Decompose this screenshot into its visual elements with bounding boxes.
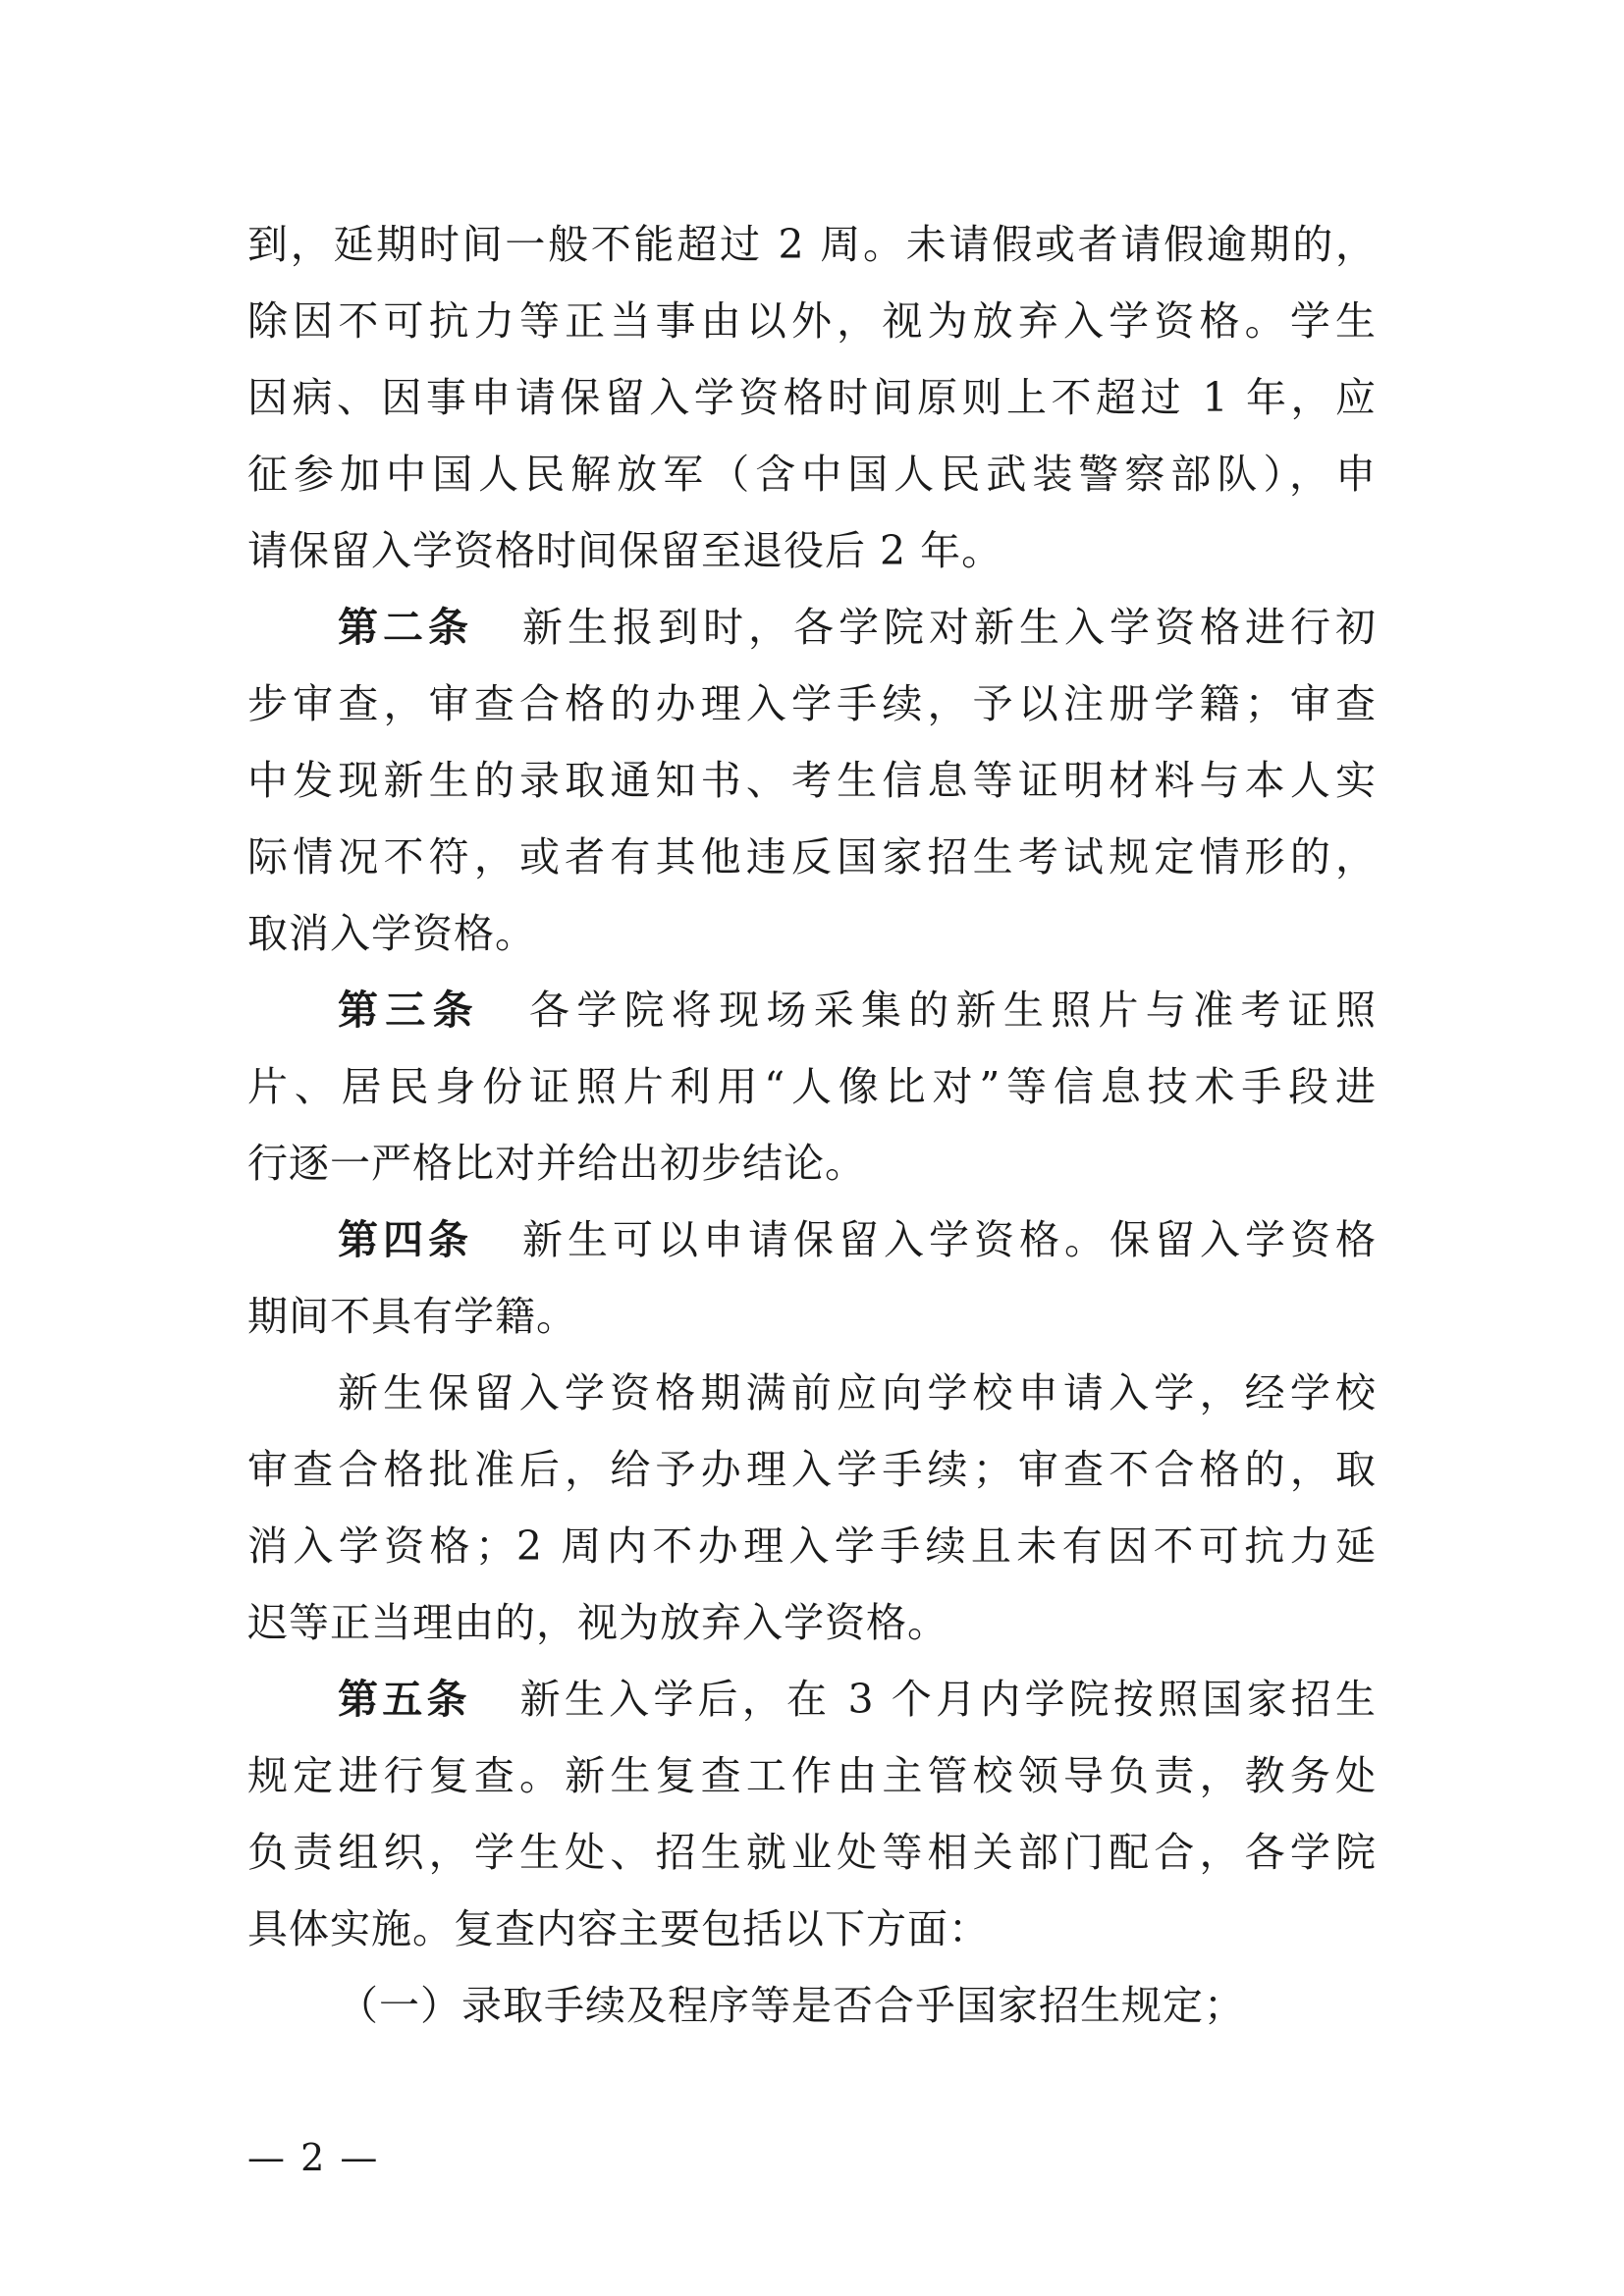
body-line: 消入学资格；2 周内不办理入学手续且未有因不可抗力延 bbox=[247, 1522, 1377, 1570]
article-heading: 第四条 bbox=[338, 1216, 473, 1263]
body-line: 到，延期时间一般不能超过 2 周。未请假或者请假逾期的， bbox=[247, 221, 1377, 268]
list-item-line: （一）录取手续及程序等是否合乎国家招生规定； bbox=[338, 1982, 1245, 2029]
article-heading: 第二条 bbox=[338, 604, 473, 651]
page-number: — 2 — bbox=[247, 2136, 380, 2179]
body-line: 际情况不符，或者有其他违反国家招生考试规定情形的， bbox=[247, 833, 1377, 881]
document-body bbox=[247, 206, 1377, 2044]
article-line: 第二条 新生报到时，各学院对新生入学资格进行初 bbox=[338, 604, 1377, 651]
article-line: 第三条 各学院将现场采集的新生照片与准考证照 bbox=[338, 987, 1378, 1034]
body-line: 步审查，审查合格的办理入学手续，予以注册学籍；审查 bbox=[247, 680, 1377, 727]
body-line: 行逐一严格比对并给出初步结论。 bbox=[247, 1140, 866, 1187]
article-heading: 第三条 bbox=[338, 987, 480, 1034]
body-line: 新生保留入学资格期满前应向学校申请入学，经学校 bbox=[338, 1369, 1377, 1416]
body-line: 请保留入学资格时间保留至退役后 2 年。 bbox=[247, 527, 1003, 574]
body-line: 因病、因事申请保留入学资格时间原则上不超过 1 年，应 bbox=[247, 374, 1377, 421]
body-line: 除因不可抗力等正当事由以外，视为放弃入学资格。学生 bbox=[247, 297, 1377, 345]
article-line: 第四条 新生可以申请保留入学资格。保留入学资格 bbox=[338, 1216, 1377, 1263]
article-line: 第五条 新生入学后，在 3 个月内学院按照国家招生 bbox=[338, 1676, 1378, 1723]
body-line: 审查合格批准后，给予办理入学手续；审查不合格的，取 bbox=[247, 1446, 1377, 1493]
body-line: 迟等正当理由的，视为放弃入学资格。 bbox=[247, 1599, 948, 1646]
body-line: 期间不具有学籍。 bbox=[247, 1293, 577, 1340]
body-line: 负责组织，学生处、招生就业处等相关部门配合，各学院 bbox=[247, 1829, 1377, 1876]
body-line: 征参加中国人民解放军（含中国人民武装警察部队），申 bbox=[247, 451, 1377, 498]
body-line: 具体实施。复查内容主要包括以下方面： bbox=[247, 1905, 990, 1952]
body-line: 中发现新生的录取通知书、考生信息等证明材料与本人实 bbox=[247, 757, 1377, 804]
body-line: 片、居民身份证照片利用“人像比对”等信息技术手段进 bbox=[247, 1063, 1377, 1110]
article-heading: 第五条 bbox=[338, 1676, 471, 1723]
body-line: 取消入学资格。 bbox=[247, 910, 536, 957]
body-line: 规定进行复查。新生复查工作由主管校领导负责，教务处 bbox=[247, 1752, 1377, 1799]
